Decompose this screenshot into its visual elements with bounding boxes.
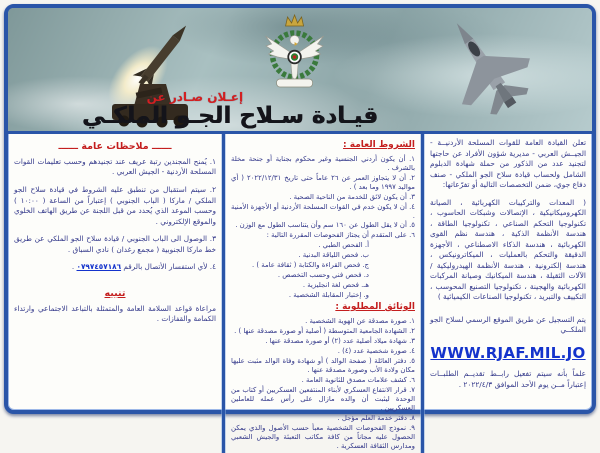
condition-item: ٦. على المتقدم أن يجتاز الفحوصات المقررة التالية : xyxy=(266,231,415,240)
document-item: ٩. نموذج الفحوصات الشخصية معبأ حسب الأصول والذي يمكن الحصول عليه مجاناً من كافة مكاتب التعبئة والجيش الشعبي ومدارس الثقافة العسكرية . xyxy=(231,423,415,450)
document-item: ٣. شهادة ميلاد أصلية عدد (٢) أو صورة مصدقة عنها . xyxy=(265,336,415,345)
document-item: ٥. دفتر العائلة ( صفحة الوالد ) أو شهادة وفاة الوالد مثبت عليها مكان ولادة الأب وصورة مصدقة عنها . xyxy=(231,356,415,374)
condition-item: ٤. أن لا يكون خدم في القوات المسلحة الأردنية أو الأجهزة الأمنية . xyxy=(231,202,415,220)
intro-paragraph: تعلن القيادة العامة للقوات المسلحة الأردنيــة - الجيــش العربي - مديرية شؤون الأفراد عن حاجتها لتجنيد عدد من الذكور من حملة شهادة الدبلوم الشامل ولحساب قيادة سلاح الجو الملكي - صنف دفاع جوي، ضمن التخصصات التالية أو تفرّعاتها: xyxy=(430,138,586,190)
registration-line: يتم التسجيل عن طريق الموقع الرسمي لسلاح الجو الملكــي xyxy=(430,314,586,335)
header-banner xyxy=(8,8,592,134)
check-item: ب. فحص اللياقة البدنية . xyxy=(298,251,369,260)
warning-text: مراعاة قواعد السلامة العامة والمتمثلة بالتباعد الاجتماعي وارتداء الكمامة والقفازات . xyxy=(14,303,216,324)
note-item: ١. يُمنح المجندين رتبة عريف عند تجنيدهم وحسب تعليمات القوات المسلحة الأردنية - الجيش العربي . xyxy=(14,156,216,177)
phone-number[interactable]: ٠٧٩٧٤٥٧١٨٦ xyxy=(76,262,122,272)
note-item-contact xyxy=(14,262,216,273)
condition-item: ٢. أن لا يتجاوز العمر عن ٢٦ عاماً حتى تاريخ ٢٠٢٢/١٢/٣١ ( أي مواليد ١٩٩٧ وما بعد ) . xyxy=(231,173,415,191)
activation-note: علماً بأنه سيتم تفعيل رابــط تقديــم الطلبــات إعتباراً مــن يوم الأحد الموافق ٢٠٢٢/٤/٣ . xyxy=(430,369,586,389)
document-item: ٨. دفتر خدمة العلم مؤجل . xyxy=(337,413,415,422)
check-item: و. إختبار المقابلة الشخصية . xyxy=(288,291,369,300)
check-item: د. فحص فني وحسب التخصص . xyxy=(277,271,369,280)
notes-heading: ــــــ ملاحظات عامة ــــــ xyxy=(58,141,172,152)
content-columns xyxy=(8,134,592,453)
conditions-column xyxy=(225,134,421,453)
specializations-paragraph: ( المعدات والتركيبات الكهربائية ، الصيانة الكهروميكانيكية ، الإتصالات وشبكات الحاسوب ، تكنولوجيا التحكم الصناعي ، تكنولوجيا الطاقة ، هندسة الأنظمة الذكية ، هندسة نظم القوى الكهربائية ، هندسة الذكاء الاصطناعي ، الأجهزة الدقيقة والتحكم بالعمليات ، الميكاترونيكس ، هندسة إلكترونية ، هندسة الأنظمة الهيدروليكية / الآلات الثقيلة ، هندسة الميكانيك وصيانة المركبات الكهربائية والهجينة ، تكنولوجيا التصنيع المحوسب ، التكييف والتبريد ، تكنولوجيا الصناعات الكيميائية ) xyxy=(430,197,586,302)
website-link[interactable]: WWW.RJAF.MIL.JO xyxy=(430,343,586,362)
warning-heading: تنبيه xyxy=(104,287,126,299)
condition-item: ٥. أن لا يقل الطول عن ١٦٠ سم وأن يتناسب الطول مع الوزن . xyxy=(235,221,415,230)
document-item: ٤. صورة شخصية عدد (٤) . xyxy=(337,346,415,355)
notes-column xyxy=(8,134,222,453)
documents-heading: الوثائق المطلوبة : xyxy=(335,302,415,313)
document-item: ٧. قرار الانتفاع العسكري لأبناء المنتفعين العسكريين أو كتاب من الوحدة ليثبت أن والده مازال على رأس عمله للعاملين العسكريين . xyxy=(231,385,415,412)
rjaf-emblem-icon xyxy=(261,13,329,91)
document-item: ٢. الشهادة الجامعية المتوسطة ( أصلية أو صورة مصدقة عنها ) . xyxy=(234,326,415,335)
note-item: ٢. سيتم استقبال من تنطبق عليه الشروط في قيادة سلاح الجو الملكي / ماركا ( الباب الجنوبي ) إعتباراً من الساعة ( ١٠:٠٠ ) وحسب الموعد الذي يُحدد من قبل اللجنة عن طريق الهاتف الخلوي والموقع الإلكتروني . xyxy=(14,184,216,226)
check-item: هـ. فحص لغة انجليزية . xyxy=(302,281,369,290)
contact-text-suffix: . xyxy=(71,262,77,272)
intro-column xyxy=(424,134,592,453)
note-item: ٣. الوصول الى الباب الجنوبي / قيادة سلاح الجو الملكي عن طريق خط ماركا الجنوبية ( مجمع رغدان ) نادي السباق . xyxy=(14,234,216,254)
page-title: قيـادة سـلاح الجـو الملكـي xyxy=(81,103,378,129)
column-divider xyxy=(421,134,424,453)
document-item: ١. صورة مصدقة عن الهوية الشخصية . xyxy=(305,316,415,325)
document-item: ٦. كشف علامات مصدق للثانوية العامة . xyxy=(301,375,415,384)
column-divider xyxy=(222,134,225,453)
condition-item: ١. أن يكون أردني الجنسية وغير محكوم بجناية أو جنحة مخلة بالشرف . xyxy=(231,154,415,172)
announcement-label: إعـلان صـادر عن xyxy=(146,90,244,104)
conditions-heading: الشروط العامة : xyxy=(343,140,415,150)
document-frame xyxy=(4,4,596,450)
check-item: أ. الفحص الطبي . xyxy=(318,241,369,250)
condition-item: ٣. أن يكون لائق للخدمة من الناحية الصحية . xyxy=(289,192,415,201)
contact-text: ٤. لأي استفسار الأتصال بالرقم xyxy=(121,262,216,272)
check-item: ج. فحص القراءة والكتابة ( ثقافة عامة ) . xyxy=(251,261,369,270)
